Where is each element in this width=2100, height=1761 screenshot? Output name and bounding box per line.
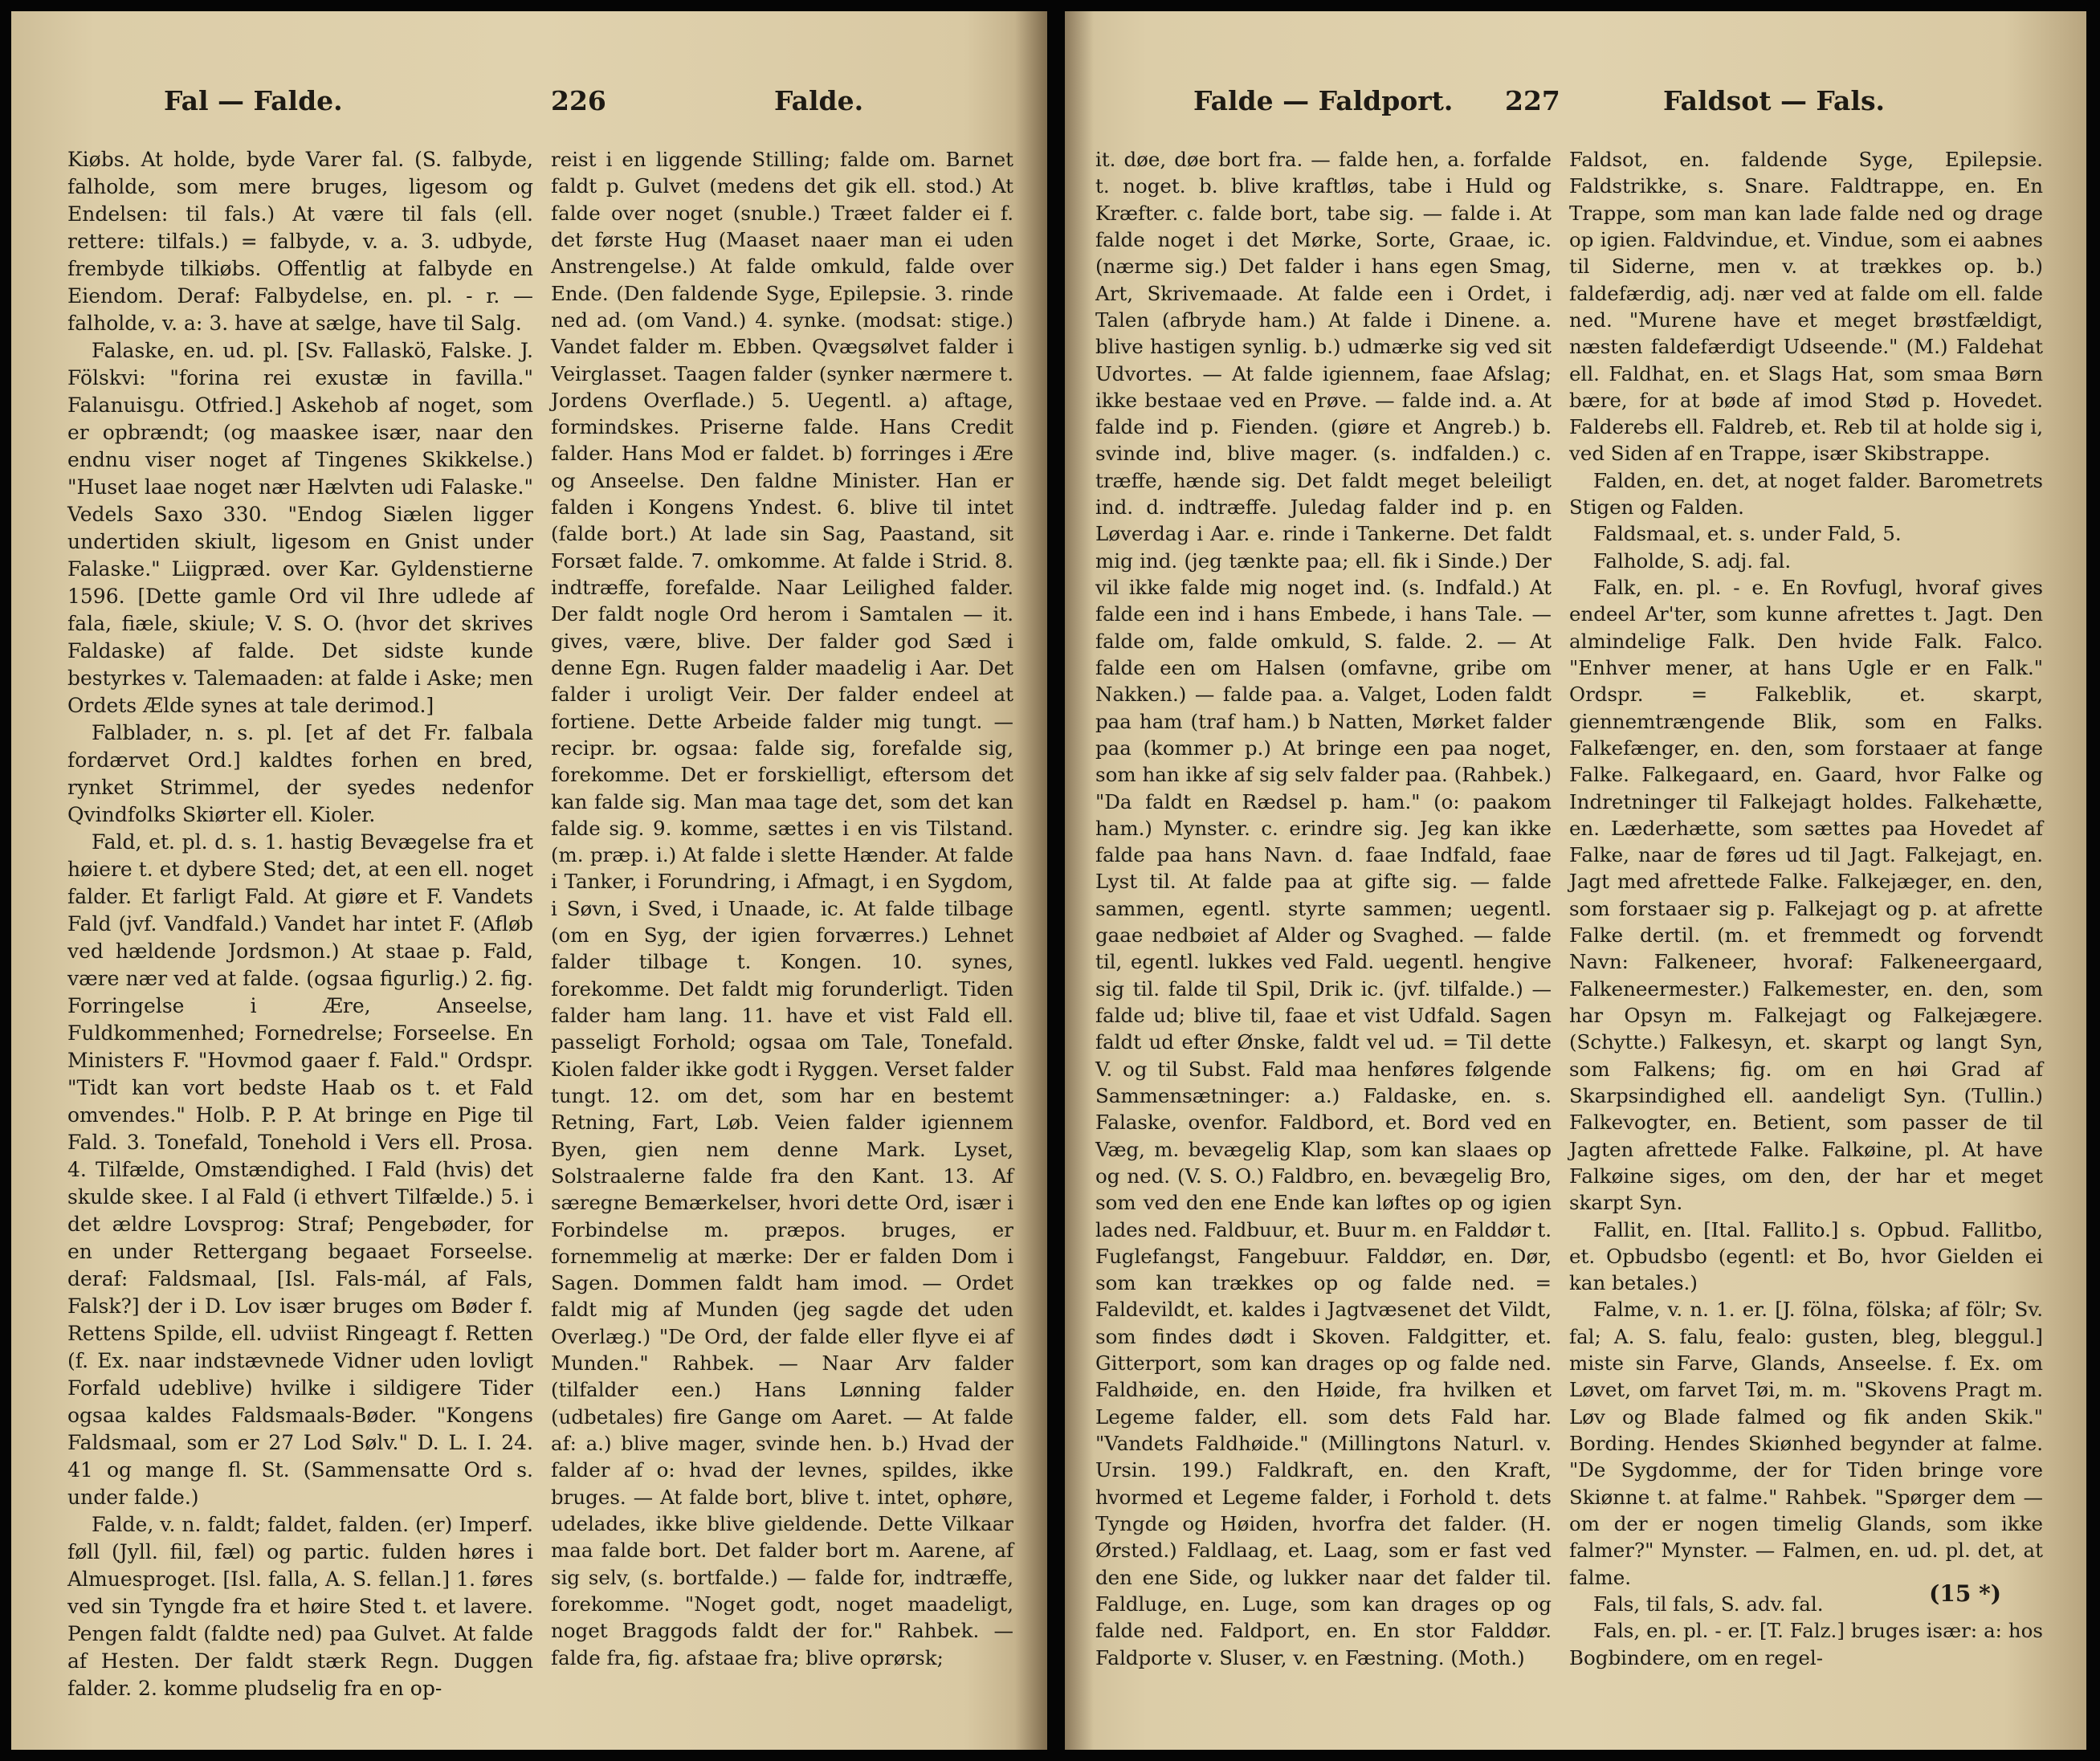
left-page-number: 226 (551, 85, 606, 116)
entry-falaske: Falaske, en. ud. pl. [Sv. Fallaskö, Falske. J. Fölskvi: "forina rei exustæ in favilla." Falanuisgu. Otfried.] Askehob af noget, som er opbrændt; (og maaskee især, naar den endnu viser noget af Tingenes Skikkelse.) "Huset laae noget nær Hælvten udi Falaske." Vedels Saxo 330. "Endog Siælen ligger undertiden skiult, ligesom en Gnist under Falaske." Liigpræd. over Kar. Gyldenstierne 1596. [Dette gamle Ord vil Ihre udlede af fala, fiæle, skiule; V. S. O. (hvor det skrives Faldaske) af falde. Det sidste kunde bestyrkes v. Talemaaden: at falde i Aske; men Ordets Ælde synes at tale derimod.] (67, 339, 533, 717)
entry-fald: Fald, et. pl. d. s. 1. hastig Bevægelse fra et høiere t. et dybere Sted; det, at een ell. noget falder. Et farligt Fald. At giøre et F. Vandets Fald (jvf. Vandfald.) Vandet har intet F. (Afløb ved hældende Jordsmon.) At staae p. Fald, være nær ved at falde. (ogsaa figurlig.) 2. fig. Forringelse i Ære, Anseelse, Fuldkommenhed; Fornedrelse; Forseelse. En Ministers F. "Hovmod gaaer f. Fald." Ordspr. "Tidt kan vort bedste Haab os t. et Fald omvendes." Holb. P. P. At bringe en Pige til Fald. 3. Tonefald, Tonehold i Vers ell. Prosa. 4. Tilfælde, Omstændighed. I Fald (hvis) det skulde skee. I al Fald (i ethvert Tilfælde.) 5. i det ældre Lovsprog: Straf; Pengebøder, for en under Rettergang begaaet Forseelse. deraf: Faldsmaal, [Isl. Fals-mál, af Fals, Falsk?] der i D. Lov især bruges om Bøder f. Rettens Spilde, ell. udviist Ringeagt f. Retten (f. Ex. naar indstævnede Vidner uden lovligt Forfald udeblive) hvilke i sildigere Tider ogsaa kaldes Faldsmaals-Bøder. "Kongens Faldsmaal, som er 27 Lod Sølv." D. L. I. 24. 41 og mange fl. St. (Sammensatte Ord s. under falde.) (67, 830, 533, 1509)
right-column-1 (1095, 146, 1552, 1671)
entry-fallit: Fallit, en. [Ital. Fallito.] s. Opbud. Fallitbo, et. Opbudsbo (egentl: et Bo, hvor Gielden ei kan betales.) (1569, 1217, 2043, 1295)
entry-falde-continued: reist i en liggende Stilling; falde om. Barnet faldt p. Gulvet (medens det gik ell. stod.) At falde over noget (snuble.) Træet falder ei f. det første Hug (Maaset naaer man ei uden Anstrengelse.) At falde omkuld, falde over Ende. (Den faldende Syge, Epilepsie. 3. rinde ned ad. (om Vand.) 4. synke. (modsat: stige.) Vandet falder m. Ebben. Qvægsølvet falder i Veirglasset. Taagen falder (synker nærmere t. Jordens Overflade.) 5. Uegentl. a) aftage, formindskes. Priserne falde. Hans Credit falder. Hans Mod er faldet. b) forringes i Ære og Anseelse. Den faldne Minister. Han er falden i Kongens Yndest. 6. blive til intet (falde bort.) At lade sin Sag, Paastand, sit Forsæt falde. 7. omkomme. At falde i Strid. 8. indtræffe, forefalde. Naar Leilighed falder. Der faldt nogle Ord herom i Samtalen — it. gives, være, blive. Der falder god Sæd i denne Egn. Rugen falder maadelig i Aar. Det falder i uroligt Veir. Der falder endeel at fortiene. Dette Arbeide falder mig tungt. — recipr. br. ogsaa: falde sig, forefalde sig, forekomme. Det er forskielligt, eftersom det kan falde sig. Man maa tage det, som det kan falde sig. 9. komme, sættes i en vis Tilstand. (m. præp. i.) At falde i slette Hænder. At falde i Tanker, i Forundring, i Afmagt, i en Sygdom, i Søvn, i Sved, i Unaade, ic. At falde tilbage (om en Syg, der igien forværres.) Lehnet falder tilbage t. Kongen. 10. synes, forekomme. Det faldt mig forunderligt. Tiden falder ham lang. 11. have et vist Fald ell. passeligt Forhold; ogsaa om Tale, Tonefald. Kiolen falder ikke godt i Ryggen. Verset falder tungt. 12. om det, som har en bestemt Retning, Fart, Løb. Veien falder igiennem Byen, gien nem denne Mark. Lyset, Solstraalerne falde fra den Kant. 13. Af særegne Bemærkelser, hvori dette Ord, især i Forbindelse m. præpos. bruges, er fornemmelig at mærke: Der er falden Dom i Sagen. Dommen faldt ham imod. — Ordet faldt mig af Munden (jeg sagde det uden Overlæg.) "De Ord, der falde eller flyve ei af Munden." Rahbek. — Naar Arv falder (tilfalder een.) Hans Lønning falder (udbetales) fire Gange om Aaret. — At falde af: a.) blive mager, svinde hen. b.) Hvad der falder af o: hvad der levnes, spildes, ikke bruges. — At falde bort, blive t. intet, ophøre, udelades, ikke blive gieldende. Dette Vilkaar maa falde bort. Det falder bort m. Aarene, af sig selv, (s. bortfalde.) — falde for, indtræffe, forekomme. "Noget godt, noget maadeligt, noget Braggods faldt der for." Rahbek. — falde fra, fig. afstaae fra; blive oprørsk; (551, 148, 1014, 1669)
entry-falden: Falden, en. det, at noget falder. Barometrets Stigen og Falden. (1569, 468, 2043, 520)
entry-falblader: Falblader, n. s. pl. [et af det Fr. falbala fordærvet Ord.] kaldtes forhen en bred, rynket Strimmel, der syedes nedenfor Qvindfolks Skiørter ell. Kioler. (67, 721, 533, 826)
right-page (1065, 11, 2086, 1750)
left-page (11, 11, 1047, 1750)
entry-falme: Falme, v. n. 1. er. [J. fölna, fölska; af fölr; Sv. fal; A. S. falu, fealo: gusten, bleg, bleggul.] miste sin Farve, Glands, Anseelse. f. Ex. om Løvet, om farvet Tøi, m. m. "Skovens Pragt m. Løv og Blade falmed og fik anden Skik." Bording. Hendes Skiønhed begynder at falme. "De Sygdomme, der for Tiden bringe vore Skiønne t. at falme." Rahbek. "Spørger dem — om der er nogen timelig Glands, som ikke falmer?" Mynster. — Falmen, en. ud. pl. det, at falme. (1569, 1298, 2043, 1589)
entry-falde: Falde, v. n. faldt; faldet, falden. (er) Imperf. føll (Jyll. fiil, fæl) og partic. fulden høres i Almuesproget. [Isl. falla, A. S. fellan.] 1. føres ved sin Tyngde fra et høire Sted t. et lavere. Pengen faldt (faldte ned) paa Gulvet. At falde af Hesten. Der faldt stærk Regn. Duggen falder. 2. komme pludselig fra en op- (67, 1513, 533, 1700)
left-header-guideword-right: Falde. (774, 85, 864, 116)
entry-falde-compounds: it. døe, døe bort fra. — falde hen, a. forfalde t. noget. b. blive kraftløs, tabe i Huld og Kræfter. c. falde bort, tabe sig. — falde i. At falde noget i det Mørke, Sorte, Graae, ic. (nærme sig.) Det falder i hans egen Smag, Art, Skrivemaade. At falde een i Ordet, i Talen (afbryde ham.) At falde i Dinene. a. blive hastigen synlig. b.) udmærke sig ved sit Udvortes. — At falde igiennem, faae Afslag; ikke bestaae ved en Prøve. — falde ind. a. At falde ind p. Fienden. (giøre et Angreb.) b. svinde ind, blive mager. (s. indfalden.) c. træffe, hænde sig. Det faldt meget beleiligt ind. d. indtræffe. Juledag falder ind p. en Løverdag i Aar. e. rinde i Tankerne. Det faldt mig ind. (jeg tænkte paa; ell. fik i Sinde.) Der vil ikke falde mig noget ind. (s. Indfald.) At falde een ind i hans Embede, i hans Tale. — falde om, falde omkuld, S. falde. 2. — At falde een om Halsen (omfavne, gribe om Nakken.) — falde paa. a. Valget, Loden faldt paa ham (traf ham.) b Natten, Mørket falder paa (kommer p.) At bringe een paa noget, som han ikke af sig selv falder paa. (Rahbek.) "Da faldt en Rædsel p. ham." (o: paakom ham.) Mynster. c. erindre sig. Jeg kan ikke falde paa hans Navn. d. faae Indfald, faae Lyst til. At falde paa at gifte sig. — falde sammen, egentl. styrte sammen; uegentl. gaae nedbøiet af Alder og Svaghed. — falde til, egentl. lukkes ved Fald. uegentl. hengive sig til. falde til Spil, Drik ic. (jvf. tilfalde.) — falde ud; blive til, faae et vist Udfald. Sagen faldt ud efter Ønske, faldt vel ud. = Til dette V. og til Subst. Fald maa henføres følgende Sammensætninger: a.) Faldaske, en. s. Falaske, ovenfor. Faldbord, et. Bord ved en Væg, m. bevægelig Klap, som kan slaaes op og ned. (V. S. O.) Faldbro, en. bevægelig Bro, som ved den ene Ende kan løftes op og igien lades ned. Faldbuur, et. Buur m. en Falddør t. Fuglefangst, Fangebuur. Falddør, en. Dør, som kan trækkes op og falde ned. = Faldevildt, et. kaldes i Jagtvæsenet det Vildt, som findes dødt i Skoven. Faldgitter, et. Gitterport, som kan drages op og falde ned. Faldhøide, en. den Høide, fra hvilken et Legeme falder, ell. som dets Fald har. "Vandets Faldhøide." (Millingtons Naturl. v. Ursin. 199.) Faldkraft, en. den Kraft, hvormed et Legeme falder, i Forhold t. dets Tyngde og Høiden, hvorfra det falder. (H. Ørsted.) Faldlaag, et. Laag, som er fast ved den ene Side, og lukker naar det falder til. Faldluge, en. Luge, som kan drages op og falde ned. Faldport, en. En stor Falddør. Faldporte v. Sluser, v. en Fæstning. (Moth.) (1095, 148, 1552, 1669)
entry-faldsmaal: Faldsmaal, et. s. under Fald, 5. (1593, 522, 1902, 546)
entry-falk: Falk, en. pl. - e. En Rovfugl, hvoraf gives endeel Ar'ter, som kunne afrettes t. Jagt. Den almindelige Falk. Den hvide Falk. Falco. "Enhver mener, at hans Ugle er en Falk." Ordspr. = Falkeblik, et. skarpt, giennemtrængende Blik, som en Falks. Falkefænger, en. den, som forstaaer at fange Falke. Falkegaard, en. Gaard, hvor Falke og Indretninger til Falkejagt holdes. Falkehætte, en. Læderhætte, som sættes paa Hovedet af Falke, naar de føres ud til Jagt. Falkejagt, en. Jagt med afrettede Falke. Falkejæger, en. den, som forstaaer sig p. Falkejagt og p. at afrette Falke dertil. (m. et fremmedt og forvendt Navn: Falkeneer, hvoraf: Falkeneergaard, Falkeneermester.) Falkemester, en. den, som har Opsyn m. Falkejagt og Falkejægere. (Schytte.) Falkesyn, et. skarpt og langt Syn, som Falkens; fig. om en høi Grad af Skarpsindighed ell. aandeligt Syn. (Tullin.) Falkevogter, en. Betient, som passer de til Jagten afrettede Falke. Falkøine, pl. At have Falkøine siges, om den, der har et meget skarpt Syn. (1569, 576, 2043, 1215)
entry-fals-adv: Fals, til fals, S. adv. fal. (1593, 1592, 1824, 1616)
entry-faldsot: Faldsot, en. faldende Syge, Epilepsie. Faldstrikke, s. Snare. Faldtrappe, en. En Trappe, som man kan lade falde ned og drage op igien. Faldvindue, et. Vindue, som ei aabnes til Siderne, men v. at trækkes op. b.) faldefærdig, adj. nær ved at falde om ell. falde ned. "Murene have et meget brøstfældigt, næsten faldefærdigt Udseende." (M.) Faldehat ell. Faldhat, en. et Slags Hat, som smaa Børn bære, for at bøde af imod Stød p. Hovedet. Falderebs ell. Faldreb, et. Reb til at holde sig i, ved Siden af en Trappe, især Skibstrappe. (1569, 148, 2043, 466)
left-page-header (11, 85, 1047, 133)
right-header-guideword: Falde — Faldport. (1193, 85, 1454, 116)
right-page-header (1065, 85, 2086, 133)
left-header-guideword: Fal — Falde. (164, 85, 343, 116)
entry-fals-noun: Fals, en. pl. - er. [T. Falz.] bruges især: a: hos Bogbindere, om en regel- (1569, 1619, 2043, 1669)
right-page-number: 227 (1505, 85, 1560, 116)
right-column-2 (1569, 146, 2043, 1671)
left-column-1 (67, 146, 533, 1702)
signature-mark: (15 *) (1929, 1580, 2001, 1607)
left-column-2 (551, 146, 1013, 1671)
right-header-guideword-right: Faldsot — Fals. (1663, 85, 1886, 116)
entry-falholde: Falholde, S. adj. fal. (1593, 548, 1792, 573)
entry-text: Kiøbs. At holde, byde Varer fal. (S. falbyde, falholde, som mere bruges, ligesom og Endelsen: til fals.) At være til fals (ell. rettere: tilfals.) = falbyde, v. a. 3. udbyde, frembyde tilkiøbs. Offentlig at falbyde en Eiendom. Deraf: Falbydelse, en. pl. - r. — falholde, v. a: 3. have at sælge, have til Salg. (67, 148, 533, 335)
